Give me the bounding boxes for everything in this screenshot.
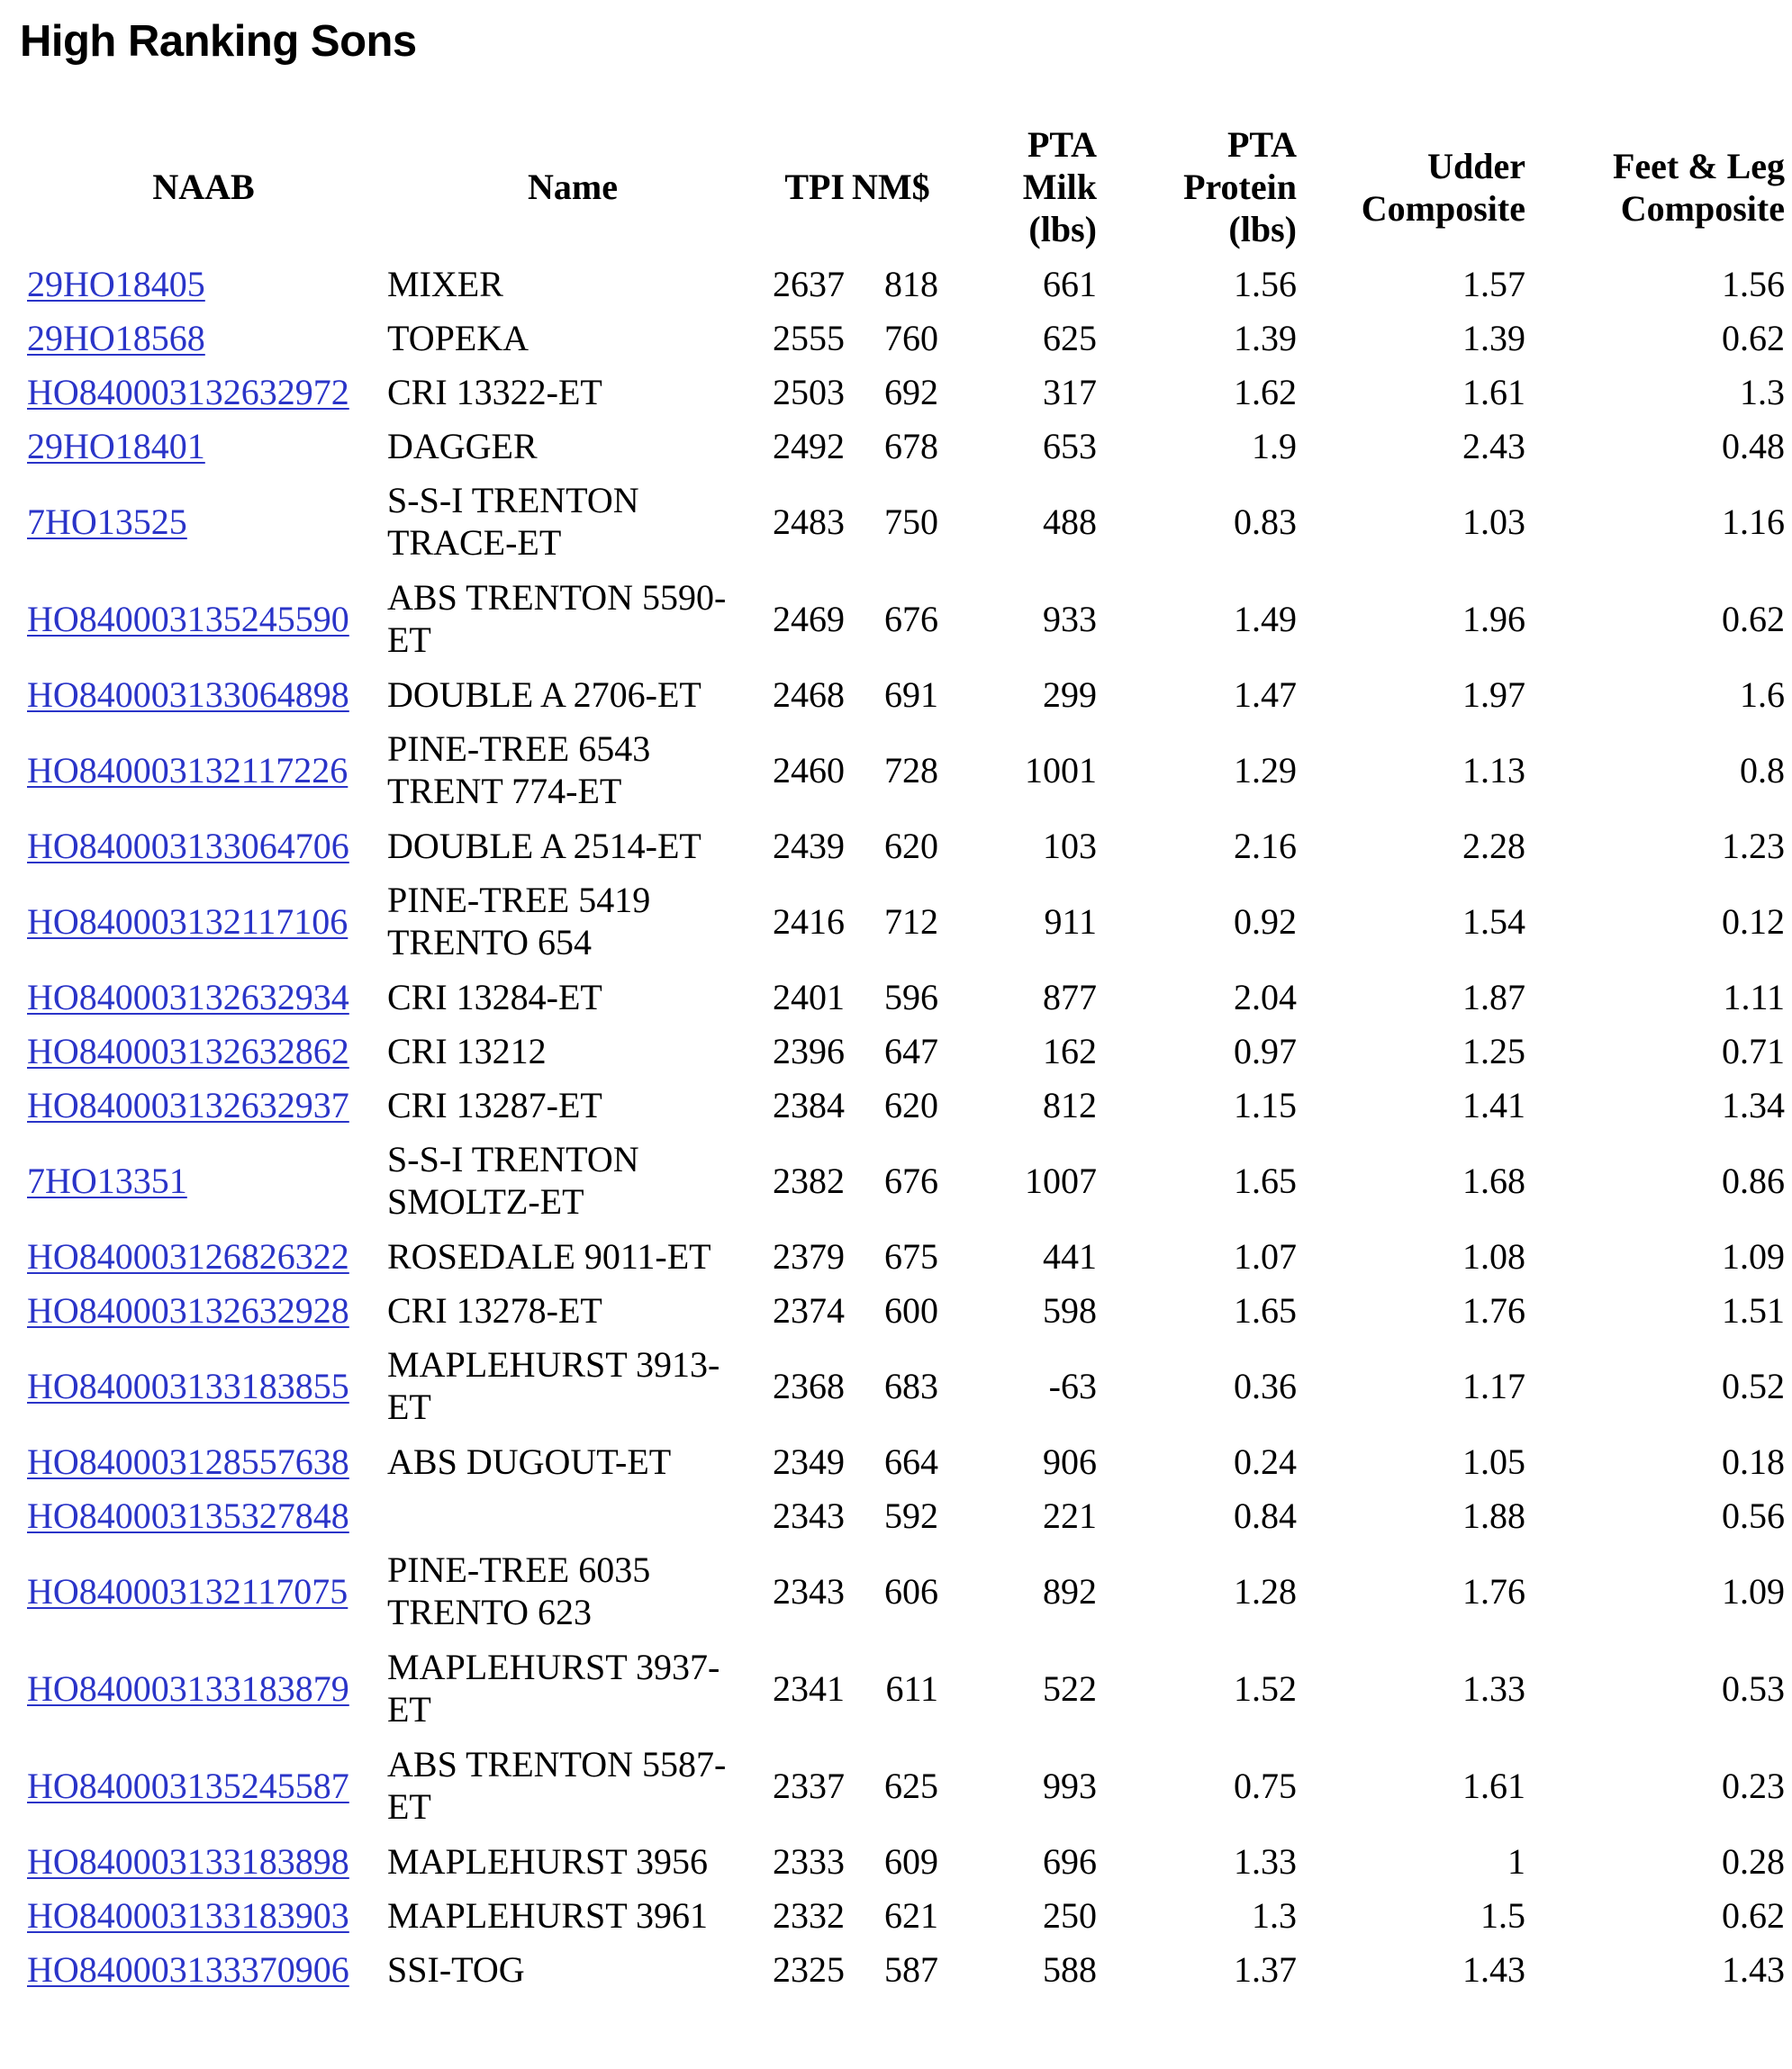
page-title: High Ranking Sons — [20, 17, 417, 66]
feet-leg-composite-cell: 1.11 — [1723, 976, 1785, 1017]
udder-composite-cell: 1.76 — [1462, 1289, 1525, 1331]
tpi-cell: 2333 — [773, 1840, 845, 1882]
udder-composite-cell: 1.87 — [1462, 976, 1525, 1017]
pta-milk-cell: 588 — [1043, 1948, 1097, 1990]
pta-milk-cell: 812 — [1043, 1084, 1097, 1125]
name-cell: ABS TRENTON 5590-ET — [387, 577, 727, 660]
naab-cell — [23, 1834, 384, 1888]
pta-milk-cell: 911 — [1044, 900, 1097, 942]
name-cell: MAPLEHURST 3961 — [387, 1894, 708, 1936]
naab-link[interactable]: HO840003132117226 — [27, 749, 348, 791]
naab-link[interactable]: HO840003133183898 — [27, 1840, 349, 1882]
pta-milk-cell: 661 — [1043, 263, 1097, 304]
nm-cell: 606 — [884, 1570, 938, 1612]
tpi-cell: 2343 — [773, 1570, 845, 1612]
name-cell: ABS DUGOUT-ET — [387, 1441, 672, 1482]
tpi-cell: 2341 — [773, 1667, 845, 1709]
naab-link[interactable]: HO840003132117106 — [27, 900, 348, 942]
pta-milk-cell: 696 — [1043, 1840, 1097, 1882]
tpi-cell: 2337 — [773, 1765, 845, 1806]
nm-cell: 691 — [884, 673, 938, 715]
nm-cell: 676 — [884, 598, 938, 639]
naab-cell — [23, 1888, 384, 1942]
feet-leg-composite-cell: 0.56 — [1722, 1495, 1785, 1536]
name-cell — [384, 1488, 762, 1542]
tpi-cell: 2384 — [773, 1084, 845, 1125]
pta-protein-cell: 1.52 — [1234, 1667, 1297, 1709]
naab-link[interactable]: HO840003135245587 — [27, 1765, 349, 1806]
naab-link[interactable]: HO840003133183879 — [27, 1667, 349, 1709]
name-cell: MAPLEHURST 3956 — [387, 1840, 708, 1882]
name-cell: CRI 13284-ET — [387, 976, 602, 1017]
udder-composite-cell: 1.54 — [1462, 900, 1525, 942]
column-header-pta-protein — [1100, 117, 1300, 257]
nm-cell: 611 — [885, 1667, 938, 1709]
pta-protein-cell: 1.65 — [1234, 1160, 1297, 1201]
table-row — [23, 1132, 1788, 1229]
naab-link[interactable]: HO840003133183903 — [27, 1894, 349, 1936]
nm-cell: 712 — [884, 900, 938, 942]
naab-link[interactable]: HO840003133064706 — [27, 825, 349, 866]
pta-milk-cell: 906 — [1043, 1441, 1097, 1482]
pta-protein-cell: 0.75 — [1234, 1765, 1297, 1806]
name-cell: PINE-TREE 6035 TRENTO 623 — [387, 1549, 651, 1632]
naab-link[interactable]: HO840003135327848 — [27, 1495, 349, 1536]
udder-composite-cell: 1.05 — [1462, 1441, 1525, 1482]
naab-cell — [23, 1640, 384, 1737]
tpi-cell: 2439 — [773, 825, 845, 866]
udder-composite-cell: 1.5 — [1480, 1894, 1525, 1936]
table-row — [23, 1834, 1788, 1888]
tpi-cell: 2368 — [773, 1365, 845, 1406]
feet-leg-composite-cell: 1.56 — [1722, 263, 1785, 304]
pta-protein-cell: 2.04 — [1234, 976, 1297, 1017]
naab-link[interactable]: 29HO18568 — [27, 317, 205, 358]
pta-protein-cell: 1.3 — [1252, 1894, 1297, 1936]
tpi-cell: 2503 — [773, 371, 845, 412]
column-header-udder-line1: Udder — [1427, 145, 1525, 186]
pta-protein-cell: 1.56 — [1234, 263, 1297, 304]
naab-link[interactable]: 7HO13351 — [27, 1160, 187, 1201]
pta-protein-cell: 1.9 — [1252, 425, 1297, 466]
table-row — [23, 818, 1788, 872]
pta-milk-cell: 250 — [1043, 1894, 1097, 1936]
udder-composite-cell: 1.43 — [1462, 1948, 1525, 1990]
table-row — [23, 1888, 1788, 1942]
pta-milk-cell: 625 — [1043, 317, 1097, 358]
udder-composite-cell: 1.13 — [1462, 749, 1525, 791]
name-cell: CRI 13287-ET — [387, 1084, 602, 1125]
naab-cell — [23, 570, 384, 667]
pta-milk-cell: 877 — [1043, 976, 1097, 1017]
pta-milk-cell: 653 — [1043, 425, 1097, 466]
column-header-feet-line2: Composite — [1620, 187, 1785, 229]
tpi-cell: 2332 — [773, 1894, 845, 1936]
nm-cell: 676 — [884, 1160, 938, 1201]
column-header-tpi: TPI — [784, 167, 845, 207]
pta-milk-cell: 162 — [1043, 1030, 1097, 1071]
column-header-name: Name — [528, 167, 618, 207]
feet-leg-composite-cell: 1.51 — [1722, 1289, 1785, 1331]
column-header-feet-line1: Feet & Leg — [1612, 145, 1785, 186]
table-row — [23, 365, 1788, 419]
nm-cell: 620 — [884, 1084, 938, 1125]
naab-cell — [23, 721, 384, 818]
feet-leg-composite-cell: 1.6 — [1740, 673, 1785, 715]
table-row — [23, 1942, 1788, 1996]
column-header-pta-protein-line2: Protein — [1183, 167, 1297, 207]
naab-cell — [23, 1024, 384, 1078]
pta-protein-cell: 1.07 — [1234, 1235, 1297, 1277]
naab-cell — [23, 667, 384, 721]
feet-leg-composite-cell: 0.53 — [1722, 1667, 1785, 1709]
naab-cell — [23, 1283, 384, 1337]
naab-link[interactable]: HO840003126826322 — [27, 1235, 349, 1277]
nm-cell: 683 — [884, 1365, 938, 1406]
pta-protein-cell: 0.36 — [1234, 1365, 1297, 1406]
pta-milk-cell: 488 — [1043, 501, 1097, 542]
feet-leg-composite-cell: 0.71 — [1722, 1030, 1785, 1071]
name-cell: MAPLEHURST 3913-ET — [387, 1344, 720, 1427]
feet-leg-composite-cell: 0.62 — [1722, 317, 1785, 358]
name-cell: PINE-TREE 6543 TRENT 774-ET — [387, 728, 651, 811]
feet-leg-composite-cell: 1.16 — [1722, 501, 1785, 542]
nm-cell: 647 — [884, 1030, 938, 1071]
feet-leg-composite-cell: 1.34 — [1722, 1084, 1785, 1125]
feet-leg-composite-cell: 0.62 — [1722, 598, 1785, 639]
name-cell: DAGGER — [387, 425, 538, 466]
pta-protein-cell: 1.37 — [1234, 1948, 1297, 1990]
name-cell: DOUBLE A 2706-ET — [387, 673, 701, 715]
naab-link[interactable]: HO840003133183855 — [27, 1365, 349, 1406]
udder-composite-cell: 1.03 — [1462, 501, 1525, 542]
table-row — [23, 1488, 1788, 1542]
udder-composite-cell: 1.61 — [1462, 1765, 1525, 1806]
udder-composite-cell: 2.28 — [1462, 825, 1525, 866]
pta-protein-cell: 2.16 — [1234, 825, 1297, 866]
udder-composite-cell: 1.41 — [1462, 1084, 1525, 1125]
udder-composite-cell: 1.25 — [1462, 1030, 1525, 1071]
pta-protein-cell: 0.24 — [1234, 1441, 1297, 1482]
feet-leg-composite-cell: 0.12 — [1722, 900, 1785, 942]
tpi-cell: 2382 — [773, 1160, 845, 1201]
table-row — [23, 257, 1788, 311]
name-cell: S-S-I TRENTON SMOLTZ-ET — [387, 1139, 639, 1222]
naab-link[interactable]: 7HO13525 — [27, 501, 187, 542]
naab-cell — [23, 1337, 384, 1434]
column-header-pta-milk-line1: PTA — [1027, 124, 1097, 165]
naab-link[interactable]: HO840003135245590 — [27, 598, 349, 639]
nm-cell: 620 — [884, 825, 938, 866]
udder-composite-cell: 2.43 — [1462, 425, 1525, 466]
nm-cell: 600 — [884, 1289, 938, 1331]
pta-protein-cell: 0.97 — [1234, 1030, 1297, 1071]
nm-cell: 664 — [884, 1441, 938, 1482]
pta-milk-cell: -63 — [1048, 1365, 1097, 1406]
feet-leg-composite-cell: 1.3 — [1740, 371, 1785, 412]
tpi-cell: 2379 — [773, 1235, 845, 1277]
udder-composite-cell: 1.88 — [1462, 1495, 1525, 1536]
naab-cell — [23, 419, 384, 473]
table-row — [23, 570, 1788, 667]
pta-milk-cell: 993 — [1043, 1765, 1097, 1806]
name-cell: PINE-TREE 5419 TRENTO 654 — [387, 880, 651, 962]
column-header-pta-milk-line2: Milk — [1022, 167, 1097, 207]
tpi-cell: 2374 — [773, 1289, 845, 1331]
feet-leg-composite-cell: 0.86 — [1722, 1160, 1785, 1201]
naab-cell — [23, 1737, 384, 1834]
tpi-cell: 2349 — [773, 1441, 845, 1482]
naab-link[interactable]: HO840003133064898 — [27, 673, 349, 715]
column-header-pta-milk-line3: (lbs) — [1028, 209, 1097, 249]
column-header-nm: NM$ — [852, 167, 930, 207]
naab-cell — [23, 365, 384, 419]
name-cell: CRI 13278-ET — [387, 1289, 602, 1331]
name-cell: DOUBLE A 2514-ET — [387, 825, 701, 866]
table-row — [23, 970, 1788, 1024]
feet-leg-composite-cell: 1.23 — [1722, 825, 1785, 866]
tpi-cell: 2483 — [773, 501, 845, 542]
nm-cell: 596 — [884, 976, 938, 1017]
table-row — [23, 1640, 1788, 1737]
column-header-pta-milk — [942, 117, 1100, 257]
pta-protein-cell: 1.33 — [1234, 1840, 1297, 1882]
tpi-cell: 2468 — [773, 673, 845, 715]
udder-composite-cell: 1.17 — [1462, 1365, 1525, 1406]
tpi-cell: 2637 — [773, 263, 845, 304]
naab-cell — [23, 473, 384, 570]
name-cell: S-S-I TRENTON TRACE-ET — [387, 480, 639, 563]
udder-composite-cell: 1.96 — [1462, 598, 1525, 639]
pta-milk-cell: 299 — [1043, 673, 1097, 715]
naab-cell — [23, 1229, 384, 1283]
pta-protein-cell: 1.49 — [1234, 598, 1297, 639]
feet-leg-composite-cell: 1.09 — [1722, 1235, 1785, 1277]
pta-milk-cell: 103 — [1043, 825, 1097, 866]
udder-composite-cell: 1.39 — [1462, 317, 1525, 358]
naab-cell — [23, 311, 384, 365]
tpi-cell: 2555 — [773, 317, 845, 358]
tpi-cell: 2401 — [773, 976, 845, 1017]
tpi-cell: 2416 — [773, 900, 845, 942]
nm-cell: 818 — [884, 263, 938, 304]
pta-milk-cell: 221 — [1043, 1495, 1097, 1536]
nm-cell: 760 — [884, 317, 938, 358]
column-header-naab: NAAB — [152, 167, 255, 207]
name-cell: SSI-TOG — [387, 1948, 525, 1990]
tpi-cell: 2492 — [773, 425, 845, 466]
name-cell: MAPLEHURST 3937-ET — [387, 1647, 720, 1730]
table-row — [23, 1078, 1788, 1132]
name-cell: CRI 13322-ET — [387, 371, 602, 412]
udder-composite-cell: 1.97 — [1462, 673, 1525, 715]
column-header-udder-line2: Composite — [1361, 187, 1525, 229]
table-body — [23, 257, 1788, 1996]
udder-composite-cell: 1 — [1507, 1840, 1525, 1882]
feet-leg-composite-cell: 0.18 — [1722, 1441, 1785, 1482]
naab-cell — [23, 1132, 384, 1229]
pta-protein-cell: 0.83 — [1234, 501, 1297, 542]
naab-cell — [23, 1078, 384, 1132]
naab-link[interactable]: HO840003132632928 — [27, 1289, 349, 1331]
naab-link[interactable]: HO840003133370906 — [27, 1948, 349, 1990]
udder-composite-cell: 1.33 — [1462, 1667, 1525, 1709]
pta-milk-cell: 933 — [1043, 598, 1097, 639]
pta-protein-cell: 1.65 — [1234, 1289, 1297, 1331]
pta-protein-cell: 0.84 — [1234, 1495, 1297, 1536]
naab-link[interactable]: HO840003132117075 — [27, 1570, 348, 1612]
udder-composite-cell: 1.57 — [1462, 263, 1525, 304]
name-cell: ABS TRENTON 5587-ET — [387, 1744, 727, 1827]
pta-milk-cell: 317 — [1043, 371, 1097, 412]
pta-milk-cell: 892 — [1043, 1570, 1097, 1612]
naab-cell — [23, 1434, 384, 1488]
udder-composite-cell: 1.08 — [1462, 1235, 1525, 1277]
name-cell: TOPEKA — [387, 317, 529, 358]
nm-cell: 621 — [884, 1894, 938, 1936]
column-header-feet-leg-composite — [1529, 117, 1788, 257]
feet-leg-composite-cell: 0.52 — [1722, 1365, 1785, 1406]
table-row — [23, 1542, 1788, 1640]
table-row — [23, 667, 1788, 721]
naab-link[interactable]: HO840003128557638 — [27, 1441, 349, 1482]
table-row — [23, 419, 1788, 473]
nm-cell: 728 — [884, 749, 938, 791]
name-cell: MIXER — [387, 263, 503, 304]
tpi-cell: 2469 — [773, 598, 845, 639]
table-row — [23, 1434, 1788, 1488]
naab-link[interactable]: HO840003132632862 — [27, 1030, 349, 1071]
nm-cell: 625 — [884, 1765, 938, 1806]
table-row — [23, 1024, 1788, 1078]
name-cell: CRI 13212 — [387, 1030, 547, 1071]
pta-protein-cell: 1.28 — [1234, 1570, 1297, 1612]
pta-milk-cell: 441 — [1043, 1235, 1097, 1277]
feet-leg-composite-cell: 1.43 — [1722, 1948, 1785, 1990]
table-header-row — [23, 117, 1788, 257]
column-header-pta-protein-line1: PTA — [1226, 124, 1297, 165]
pta-protein-cell: 1.29 — [1234, 749, 1297, 791]
naab-cell — [23, 1542, 384, 1640]
feet-leg-composite-cell: 0.8 — [1740, 749, 1785, 791]
table-row — [23, 1737, 1788, 1834]
table-row — [23, 1229, 1788, 1283]
table-row — [23, 473, 1788, 570]
pta-milk-cell: 598 — [1043, 1289, 1097, 1331]
nm-cell: 609 — [884, 1840, 938, 1882]
column-header-udder-composite — [1300, 117, 1529, 257]
pta-protein-cell: 0.92 — [1234, 900, 1297, 942]
udder-composite-cell: 1.61 — [1462, 371, 1525, 412]
feet-leg-composite-cell: 1.09 — [1722, 1570, 1785, 1612]
tpi-cell: 2325 — [773, 1948, 845, 1990]
naab-link[interactable]: 29HO18405 — [27, 263, 205, 304]
tpi-cell: 2343 — [773, 1495, 845, 1536]
naab-cell — [23, 818, 384, 872]
naab-link[interactable]: HO840003132632972 — [27, 371, 349, 412]
naab-cell — [23, 872, 384, 970]
nm-cell: 750 — [884, 501, 938, 542]
pta-protein-cell: 1.15 — [1234, 1084, 1297, 1125]
pta-protein-cell: 1.39 — [1234, 317, 1297, 358]
feet-leg-composite-cell: 0.28 — [1722, 1840, 1785, 1882]
tpi-cell: 2460 — [773, 749, 845, 791]
naab-link[interactable]: 29HO18401 — [27, 425, 205, 466]
udder-composite-cell: 1.76 — [1462, 1570, 1525, 1612]
pta-protein-cell: 1.47 — [1234, 673, 1297, 715]
feet-leg-composite-cell: 0.23 — [1722, 1765, 1785, 1806]
nm-cell: 592 — [884, 1495, 938, 1536]
naab-cell — [23, 970, 384, 1024]
table-row — [23, 1283, 1788, 1337]
naab-cell — [23, 1942, 384, 1996]
nm-cell: 587 — [884, 1948, 938, 1990]
name-cell: ROSEDALE 9011-ET — [387, 1235, 711, 1277]
table-row — [23, 1337, 1788, 1434]
udder-composite-cell: 1.68 — [1462, 1160, 1525, 1201]
feet-leg-composite-cell: 0.48 — [1722, 425, 1785, 466]
nm-cell: 675 — [884, 1235, 938, 1277]
pta-milk-cell: 1001 — [1025, 749, 1097, 791]
nm-cell: 692 — [884, 371, 938, 412]
table-row — [23, 311, 1788, 365]
column-header-pta-protein-line3: (lbs) — [1228, 209, 1297, 249]
sons-table — [23, 117, 1788, 1996]
nm-cell: 678 — [884, 425, 938, 466]
table-row — [23, 721, 1788, 818]
pta-protein-cell: 1.62 — [1234, 371, 1297, 412]
pta-milk-cell: 522 — [1043, 1667, 1097, 1709]
feet-leg-composite-cell: 0.62 — [1722, 1894, 1785, 1936]
table-row — [23, 872, 1788, 970]
naab-cell — [23, 257, 384, 311]
tpi-cell: 2396 — [773, 1030, 845, 1071]
naab-cell — [23, 1488, 384, 1542]
naab-link[interactable]: HO840003132632934 — [27, 976, 349, 1017]
naab-link[interactable]: HO840003132632937 — [27, 1084, 349, 1125]
pta-milk-cell: 1007 — [1025, 1160, 1097, 1201]
